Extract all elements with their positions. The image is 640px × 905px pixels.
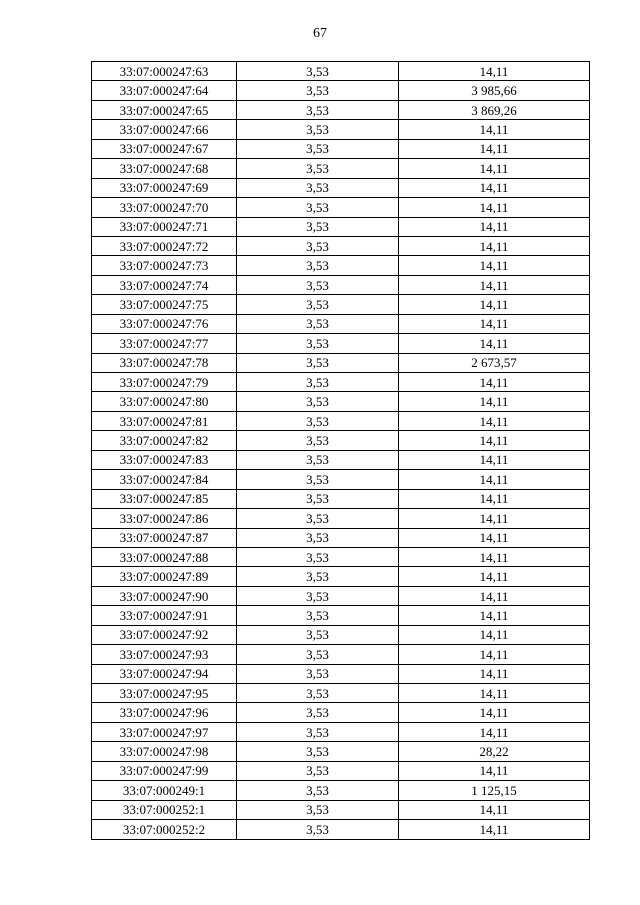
amount-cell: 14,11 xyxy=(399,139,590,158)
table-row xyxy=(92,800,590,819)
cadastral-number-cell: 33:07:000247:86 xyxy=(92,509,237,528)
amount-cell: 14,11 xyxy=(399,800,590,819)
table-row xyxy=(92,567,590,586)
table-row xyxy=(92,509,590,528)
table-row xyxy=(92,314,590,333)
value-cell: 3,53 xyxy=(237,781,399,800)
table-row xyxy=(92,411,590,430)
cadastral-number-cell: 33:07:000247:73 xyxy=(92,256,237,275)
table-row xyxy=(92,547,590,566)
table-row xyxy=(92,742,590,761)
amount-cell: 14,11 xyxy=(399,547,590,566)
table-row xyxy=(92,392,590,411)
value-cell: 3,53 xyxy=(237,392,399,411)
cadastral-number-cell: 33:07:000247:64 xyxy=(92,81,237,100)
amount-cell: 14,11 xyxy=(399,178,590,197)
amount-cell: 14,11 xyxy=(399,120,590,139)
amount-cell: 14,11 xyxy=(399,567,590,586)
value-cell: 3,53 xyxy=(237,334,399,353)
cadastral-number-cell: 33:07:000247:95 xyxy=(92,684,237,703)
cadastral-number-cell: 33:07:000247:71 xyxy=(92,217,237,236)
value-cell: 3,53 xyxy=(237,353,399,372)
amount-cell: 14,11 xyxy=(399,256,590,275)
table-row xyxy=(92,722,590,741)
cadastral-number-cell: 33:07:000247:87 xyxy=(92,528,237,547)
amount-cell: 14,11 xyxy=(399,392,590,411)
value-cell: 3,53 xyxy=(237,567,399,586)
cadastral-number-cell: 33:07:000247:91 xyxy=(92,606,237,625)
amount-cell: 1 125,15 xyxy=(399,781,590,800)
table-row xyxy=(92,684,590,703)
cadastral-number-cell: 33:07:000247:77 xyxy=(92,334,237,353)
table-row xyxy=(92,528,590,547)
amount-cell: 28,22 xyxy=(399,742,590,761)
amount-cell: 14,11 xyxy=(399,586,590,605)
table-row xyxy=(92,198,590,217)
amount-cell: 14,11 xyxy=(399,275,590,294)
amount-cell: 14,11 xyxy=(399,470,590,489)
amount-cell: 14,11 xyxy=(399,295,590,314)
cadastral-number-cell: 33:07:000247:69 xyxy=(92,178,237,197)
value-cell: 3,53 xyxy=(237,159,399,178)
value-cell: 3,53 xyxy=(237,373,399,392)
amount-cell: 14,11 xyxy=(399,625,590,644)
table-row xyxy=(92,159,590,178)
cadastral-number-cell: 33:07:000247:84 xyxy=(92,470,237,489)
value-cell: 3,53 xyxy=(237,295,399,314)
amount-cell: 14,11 xyxy=(399,411,590,430)
amount-cell: 14,11 xyxy=(399,722,590,741)
value-cell: 3,53 xyxy=(237,470,399,489)
value-cell: 3,53 xyxy=(237,411,399,430)
value-cell: 3,53 xyxy=(237,236,399,255)
cadastral-number-cell: 33:07:000247:81 xyxy=(92,411,237,430)
cadastral-number-cell: 33:07:000247:70 xyxy=(92,198,237,217)
table-body xyxy=(92,62,590,840)
amount-cell: 14,11 xyxy=(399,159,590,178)
value-cell: 3,53 xyxy=(237,684,399,703)
value-cell: 3,53 xyxy=(237,217,399,236)
cadastral-number-cell: 33:07:000247:75 xyxy=(92,295,237,314)
table-row xyxy=(92,450,590,469)
amount-cell: 14,11 xyxy=(399,334,590,353)
value-cell: 3,53 xyxy=(237,664,399,683)
table-row xyxy=(92,275,590,294)
value-cell: 3,53 xyxy=(237,547,399,566)
table-row xyxy=(92,431,590,450)
value-cell: 3,53 xyxy=(237,625,399,644)
table-row xyxy=(92,761,590,780)
amount-cell: 14,11 xyxy=(399,684,590,703)
value-cell: 3,53 xyxy=(237,256,399,275)
value-cell: 3,53 xyxy=(237,645,399,664)
cadastral-number-cell: 33:07:000247:92 xyxy=(92,625,237,644)
value-cell: 3,53 xyxy=(237,761,399,780)
table-row xyxy=(92,334,590,353)
table-row xyxy=(92,353,590,372)
value-cell: 3,53 xyxy=(237,139,399,158)
cadastral-number-cell: 33:07:000247:97 xyxy=(92,722,237,741)
value-cell: 3,53 xyxy=(237,820,399,839)
cadastral-table xyxy=(91,61,590,840)
amount-cell: 14,11 xyxy=(399,761,590,780)
table-row xyxy=(92,120,590,139)
value-cell: 3,53 xyxy=(237,450,399,469)
value-cell: 3,53 xyxy=(237,275,399,294)
cadastral-number-cell: 33:07:000247:82 xyxy=(92,431,237,450)
cadastral-number-cell: 33:07:000247:85 xyxy=(92,489,237,508)
amount-cell: 14,11 xyxy=(399,373,590,392)
cadastral-number-cell: 33:07:000247:67 xyxy=(92,139,237,158)
cadastral-number-cell: 33:07:000247:96 xyxy=(92,703,237,722)
cadastral-number-cell: 33:07:000247:99 xyxy=(92,761,237,780)
cadastral-number-cell: 33:07:000247:65 xyxy=(92,100,237,119)
cadastral-number-cell: 33:07:000247:89 xyxy=(92,567,237,586)
table-row xyxy=(92,217,590,236)
value-cell: 3,53 xyxy=(237,62,399,81)
value-cell: 3,53 xyxy=(237,528,399,547)
amount-cell: 14,11 xyxy=(399,703,590,722)
cadastral-number-cell: 33:07:000247:93 xyxy=(92,645,237,664)
table-row xyxy=(92,100,590,119)
cadastral-number-cell: 33:07:000247:79 xyxy=(92,373,237,392)
cadastral-number-cell: 33:07:000249:1 xyxy=(92,781,237,800)
value-cell: 3,53 xyxy=(237,431,399,450)
amount-cell: 14,11 xyxy=(399,509,590,528)
amount-cell: 14,11 xyxy=(399,431,590,450)
amount-cell: 14,11 xyxy=(399,217,590,236)
amount-cell: 14,11 xyxy=(399,606,590,625)
cadastral-number-cell: 33:07:000247:63 xyxy=(92,62,237,81)
table-row xyxy=(92,586,590,605)
amount-cell: 3 985,66 xyxy=(399,81,590,100)
table-row xyxy=(92,81,590,100)
table-row xyxy=(92,489,590,508)
page-number: 67 xyxy=(313,26,327,41)
table-row xyxy=(92,295,590,314)
table-row xyxy=(92,781,590,800)
value-cell: 3,53 xyxy=(237,178,399,197)
value-cell: 3,53 xyxy=(237,120,399,139)
table-row xyxy=(92,139,590,158)
cadastral-number-cell: 33:07:000247:90 xyxy=(92,586,237,605)
amount-cell: 14,11 xyxy=(399,198,590,217)
cadastral-number-cell: 33:07:000247:76 xyxy=(92,314,237,333)
table-row xyxy=(92,178,590,197)
value-cell: 3,53 xyxy=(237,509,399,528)
table-row xyxy=(92,645,590,664)
amount-cell: 14,11 xyxy=(399,664,590,683)
value-cell: 3,53 xyxy=(237,606,399,625)
amount-cell: 3 869,26 xyxy=(399,100,590,119)
value-cell: 3,53 xyxy=(237,314,399,333)
table-row xyxy=(92,373,590,392)
cadastral-number-cell: 33:07:000247:72 xyxy=(92,236,237,255)
cadastral-number-cell: 33:07:000247:83 xyxy=(92,450,237,469)
table-row xyxy=(92,820,590,839)
table-row xyxy=(92,256,590,275)
amount-cell: 14,11 xyxy=(399,314,590,333)
cadastral-number-cell: 33:07:000247:68 xyxy=(92,159,237,178)
table-row xyxy=(92,470,590,489)
value-cell: 3,53 xyxy=(237,703,399,722)
amount-cell: 14,11 xyxy=(399,62,590,81)
cadastral-number-cell: 33:07:000252:2 xyxy=(92,820,237,839)
amount-cell: 2 673,57 xyxy=(399,353,590,372)
cadastral-number-cell: 33:07:000247:78 xyxy=(92,353,237,372)
amount-cell: 14,11 xyxy=(399,236,590,255)
table-row xyxy=(92,664,590,683)
value-cell: 3,53 xyxy=(237,722,399,741)
value-cell: 3,53 xyxy=(237,742,399,761)
table-row xyxy=(92,62,590,81)
amount-cell: 14,11 xyxy=(399,820,590,839)
table-row xyxy=(92,703,590,722)
value-cell: 3,53 xyxy=(237,198,399,217)
amount-cell: 14,11 xyxy=(399,645,590,664)
value-cell: 3,53 xyxy=(237,489,399,508)
cadastral-number-cell: 33:07:000247:80 xyxy=(92,392,237,411)
value-cell: 3,53 xyxy=(237,800,399,819)
value-cell: 3,53 xyxy=(237,100,399,119)
table-row xyxy=(92,606,590,625)
table-row xyxy=(92,236,590,255)
table-row xyxy=(92,625,590,644)
cadastral-number-cell: 33:07:000247:74 xyxy=(92,275,237,294)
cadastral-number-cell: 33:07:000247:94 xyxy=(92,664,237,683)
cadastral-number-cell: 33:07:000247:66 xyxy=(92,120,237,139)
cadastral-number-cell: 33:07:000252:1 xyxy=(92,800,237,819)
cadastral-number-cell: 33:07:000247:88 xyxy=(92,547,237,566)
amount-cell: 14,11 xyxy=(399,489,590,508)
cadastral-number-cell: 33:07:000247:98 xyxy=(92,742,237,761)
value-cell: 3,53 xyxy=(237,586,399,605)
amount-cell: 14,11 xyxy=(399,528,590,547)
value-cell: 3,53 xyxy=(237,81,399,100)
amount-cell: 14,11 xyxy=(399,450,590,469)
